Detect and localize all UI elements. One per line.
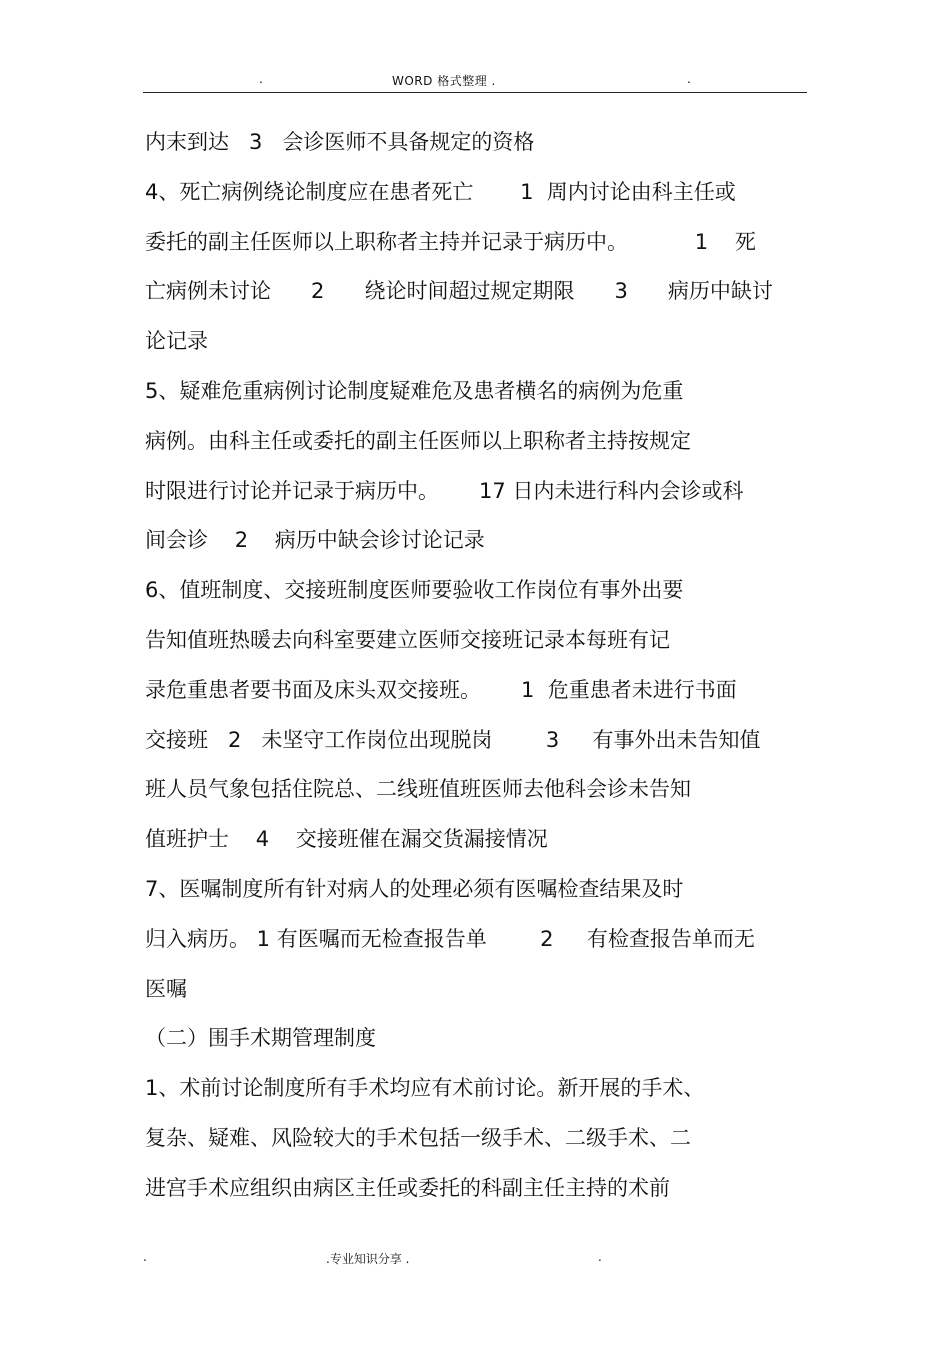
text-line: 1、术前讨论制度所有手术均应有术前讨论。新开展的手术、 <box>145 1076 705 1101</box>
text-line: 病例。由科主任或委托的副主任医师以上职称者主持按规定 <box>145 428 691 453</box>
text-line: 4、死亡病例绕论制度应在患者死亡 1 周内讨论由科主任或 <box>145 179 736 204</box>
page-footer <box>143 1250 807 1270</box>
text-line: 复杂、疑难、风险较大的手术包括一级手术、二级手术、二 <box>145 1125 691 1150</box>
text-line: 委托的副主任医师以上职称者主持并记录于病历中。 1 死 <box>145 229 756 254</box>
text-line: 告知值班热暖去向科室要建立医师交接班记录本每班有记 <box>145 627 670 652</box>
document-body <box>145 118 815 1214</box>
text-line: 医嘱 <box>145 976 187 1001</box>
text-line: 6、值班制度、交接班制度医师要验收工作岗位有事外出要 <box>145 578 684 603</box>
header-right-mark: . <box>687 72 691 86</box>
text-line: 进宫手术应组织由病区主任或委托的科副主任主持的术前 <box>145 1175 670 1200</box>
text-line: 亡病例未讨论 2 绕论时间超过规定期限 3 病历中缺讨 <box>145 279 773 304</box>
text-line: 内末到达 3 会诊医师不具备规定的资格 <box>145 130 535 154</box>
text-line: 5、疑难危重病例讨论制度疑难危及患者横名的病例为危重 <box>145 378 684 403</box>
header-left-mark: . <box>259 72 263 86</box>
text-line: 7、医嘱制度所有针对病人的处理必须有医嘱检查结果及时 <box>145 876 684 901</box>
text-line: 时限进行讨论并记录于病历中。 17 日内未进行科内会诊或科 <box>145 478 744 503</box>
footer-right-mark: . <box>598 1250 602 1264</box>
text-line: 班人员气象包括住院总、二线班值班医师去他科会诊未告知 <box>145 777 691 802</box>
text-line: 录危重患者要书面及床头双交接班。 1 危重患者未进行书面 <box>145 677 737 702</box>
header-title: WORD 格式整理 . <box>392 74 496 88</box>
text-line: 间会诊 2 病历中缺会诊讨论记录 <box>145 528 485 553</box>
text-line: 值班护士 4 交接班催在漏交货漏接情况 <box>145 827 548 852</box>
page-header <box>143 70 807 93</box>
footer-left-mark: . <box>143 1250 147 1264</box>
text-line: 论记录 <box>145 329 208 354</box>
text-line: 归入病历。 1 有医嘱而无检查报告单 2 有检查报告单而无 <box>145 926 755 951</box>
section-heading: （二）围手术期管理制度 <box>145 1026 376 1051</box>
footer-title: .专业知识分享 . <box>326 1252 410 1266</box>
text-line: 交接班 2 未坚守工作岗位出现脱岗 3 有事外出未告知值 <box>145 727 761 752</box>
